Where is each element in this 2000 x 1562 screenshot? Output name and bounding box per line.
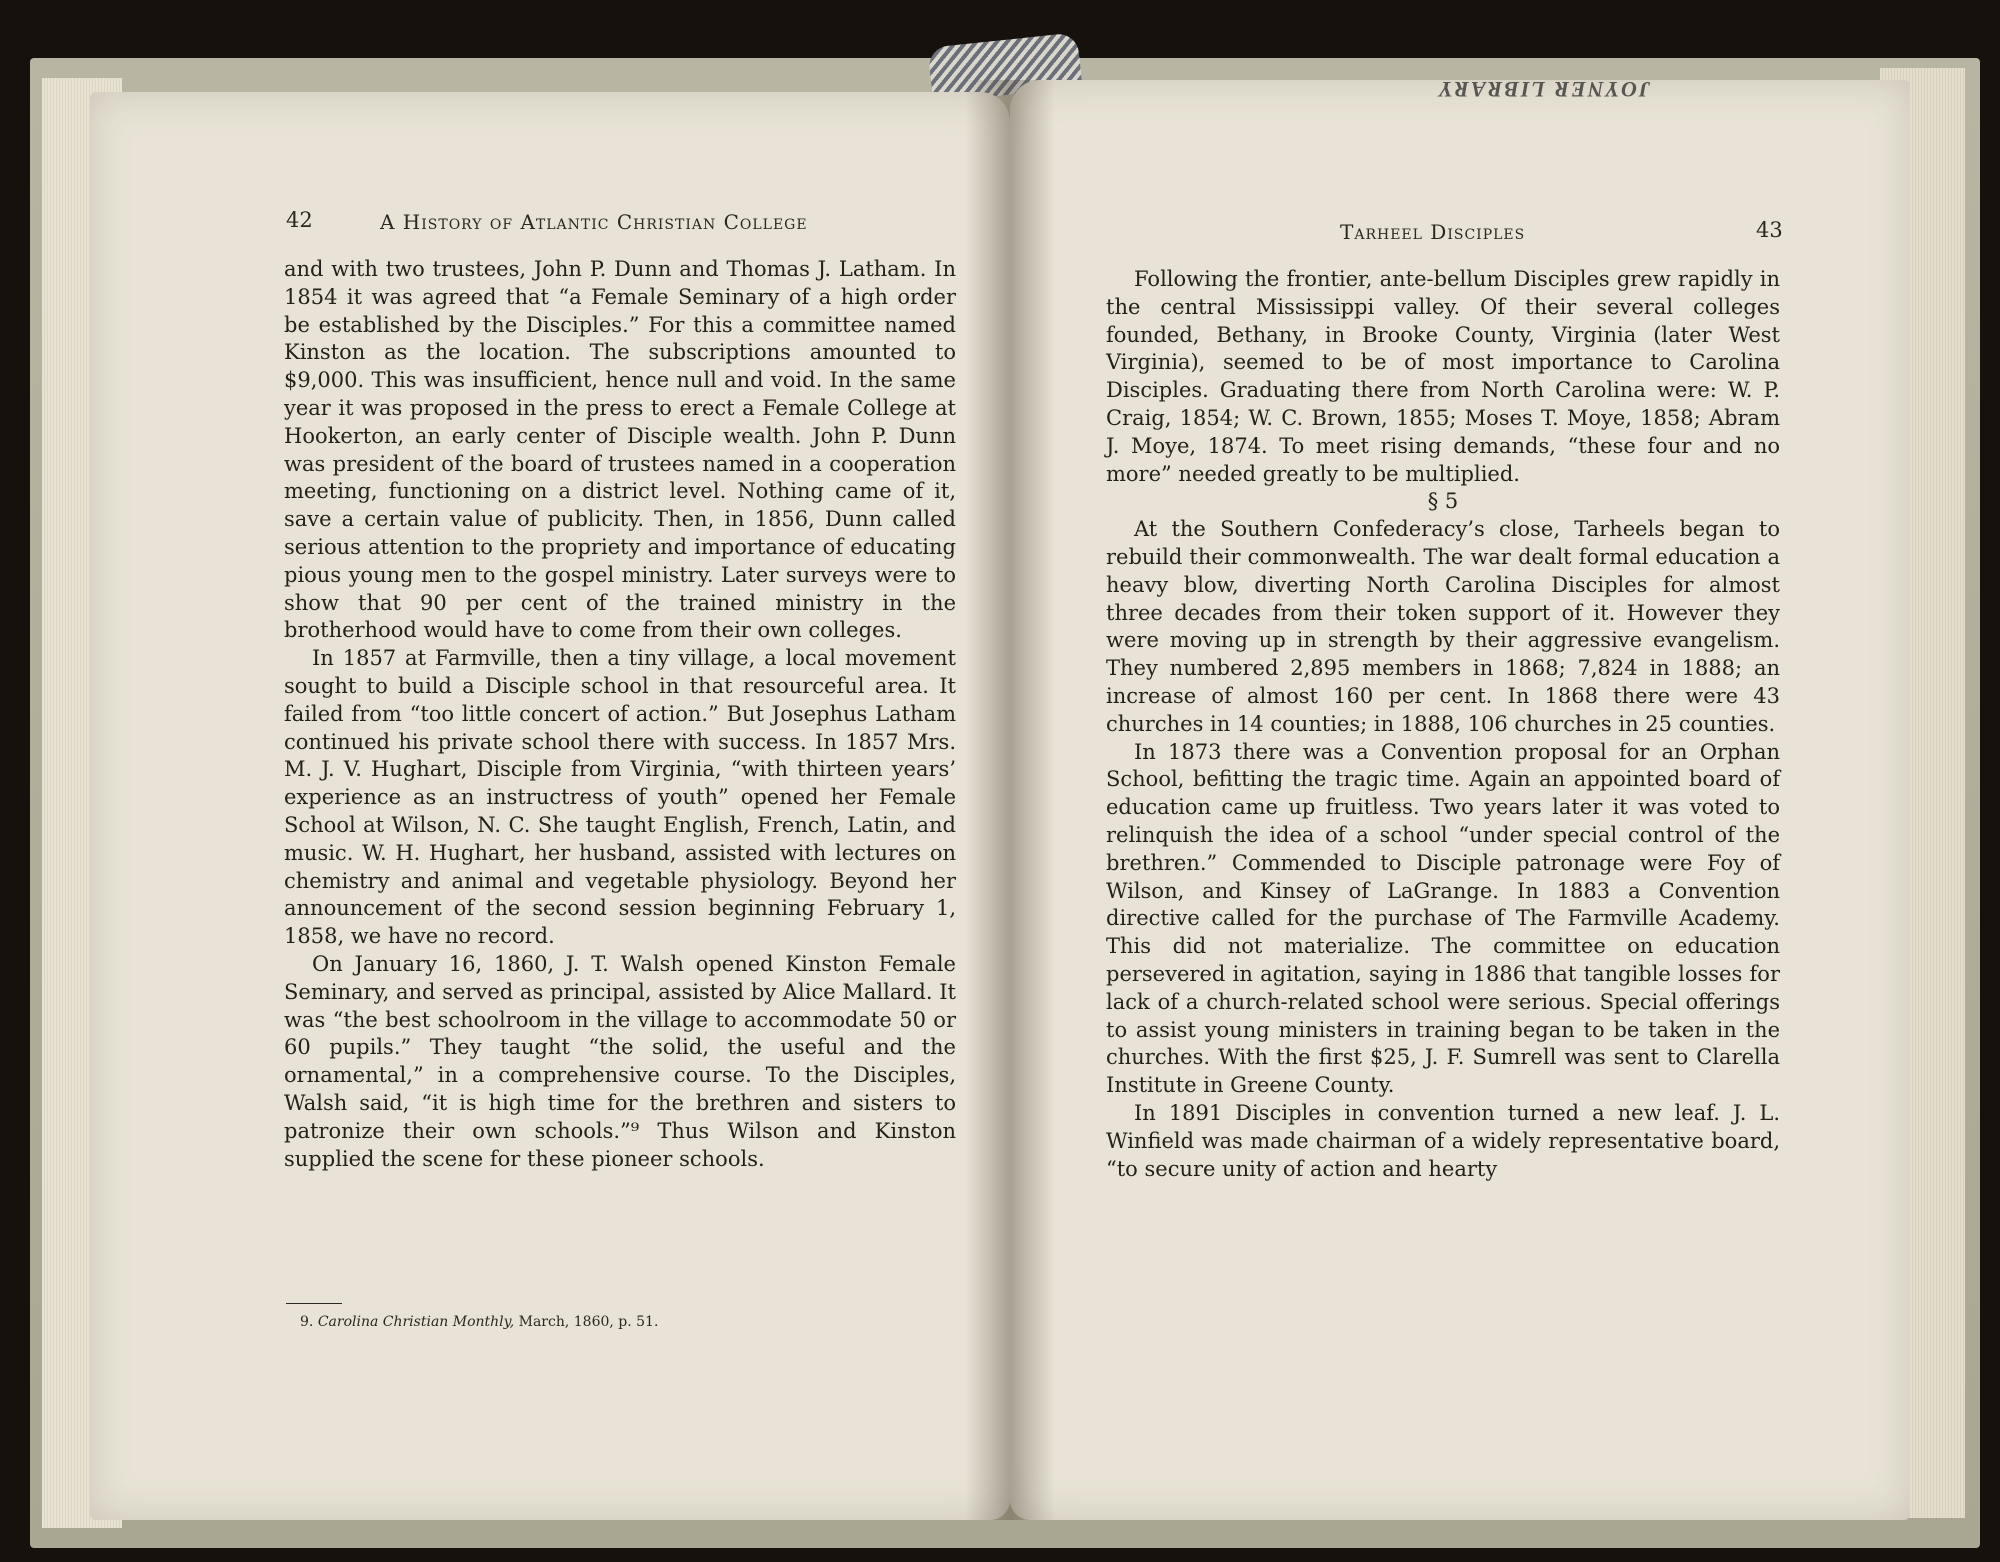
footnote-number: 9. (300, 1314, 314, 1330)
right-body-text (1106, 266, 1780, 1183)
footnote-title: Carolina Christian Monthly, (317, 1314, 515, 1330)
book-gutter (965, 80, 1055, 1520)
footnote-citation: March, 1860, p. 51. (518, 1314, 659, 1330)
right-paragraph-3: In 1873 there was a Convention proposal for an Orphan School, befitting the tragic time. Again an appointed board of education came up fruitless. Two years later it was voted to relinquish the idea of a school “under special control of the brethren.” Commended to Disciple patronage were Foy of Wilson, and Kinsey of LaGrange. In 1883 a Convention directive called for the purchase of The Farmville Academy. This did not materialize. The committee on education persevered in agitation, saying in 1886 that tangible losses for lack of a church-related school were serious. Special offerings to assist young ministers in training began to be taken in the churches. With the first $25, J. F. Sumrell was sent to Clarella Institute in Greene County. (1106, 739, 1780, 1098)
left-paragraph-2: In 1857 at Farmville, then a tiny village, a local movement sought to build a Disciple school in that resourceful area. It failed from “too little concert of action.” But Josephus Latham continued his private school there with success. In 1857 Mrs. M. J. V. Hughart, Disciple from Virginia, “with thirteen years’ experience as an instructress of youth” opened her Female School at Wilson, N. C. She taught English, French, Latin, and music. W. H. Hughart, her husband, assisted with lectures on chemistry and animal and vegetable physiology. Beyond her announcement of the second session beginning February 1, 1858, we have no record. (284, 646, 956, 949)
right-paragraph-2: At the Southern Confederacy’s close, Tarheels began to rebuild their commonwealth. The war dealt formal education a heavy blow, diverting North Carolina Disciples for almost three decades from their token support of it. However they were moving up in strength by their aggressive evangelism. They numbered 2,895 members in 1868; 7,824 in 1888; an increase of almost 160 per cent. In 1868 there were 43 churches in 14 counties; in 1888, 106 churches in 25 counties. (1106, 517, 1780, 736)
library-stamp: JOYNER LIBRARY (1437, 77, 1650, 102)
footnote (300, 1314, 900, 1330)
left-folio: 42 (286, 208, 313, 232)
section-mark: § 5 (1427, 489, 1459, 514)
right-paragraph-1: Following the frontier, ante-bellum Disciples grew rapidly in the central Mississippi valley. Of their several colleges founded, Bethany, in Brooke County, Virginia (later West Virginia), seemed to be of most importance to Carolina Disciples. Graduating there from North Carolina were: W. P. Craig, 1854; W. C. Brown, 1855; Moses T. Moye, 1858; Abram J. Moye, 1874. To meet rising demands, “these four and no more” needed greatly to be multiplied. (1106, 267, 1780, 486)
left-running-head: A History of Atlantic Christian College (380, 210, 808, 234)
footnote-rule (286, 1303, 342, 1304)
left-paragraph-3: On January 16, 1860, J. T. Walsh opened Kinston Female Seminary, and served as principal, assisted by Alice Mallard. It was “the best schoolroom in the village to accommodate 50 or 60 pupils.” They taught “the solid, the useful and the ornamental,” in a comprehensive course. To the Disciples, Walsh said, “it is high time for the brethren and sisters to patronize their own schools.”⁹ Thus Wilson and Kinston supplied the scene for these pioneer schools. (284, 951, 956, 1171)
right-running-head: Tarheel Disciples (1340, 220, 1526, 244)
right-paragraph-4: In 1891 Disciples in convention turned a new leaf. J. L. Winfield was made chairman of a widely representative board, “to secure unity of action and hearty (1106, 1100, 1780, 1181)
right-folio: 43 (1756, 218, 1783, 242)
left-paragraph-1: and with two trustees, John P. Dunn and Thomas J. Latham. In 1854 it was agreed that “a Female Seminary of a high order be established by the Disciples.” For this a committee named Kinston as the location. The subscriptions amounted to $9,000. This was insufficient, hence null and void. In the same year it was proposed in the press to erect a Female College at Hookerton, an early center of Disciple wealth. John P. Dunn was president of the board of trustees named in a cooperation meeting, functioning on a district level. Nothing came of it, save a certain value of publicity. Then, in 1856, Dunn called serious attention to the propriety and importance of educating pious young men to the gospel ministry. Later surveys were to show that 90 per cent of the trained ministry in the brotherhood would have to come from their own colleges. (284, 257, 956, 643)
left-body-text (284, 256, 956, 1173)
